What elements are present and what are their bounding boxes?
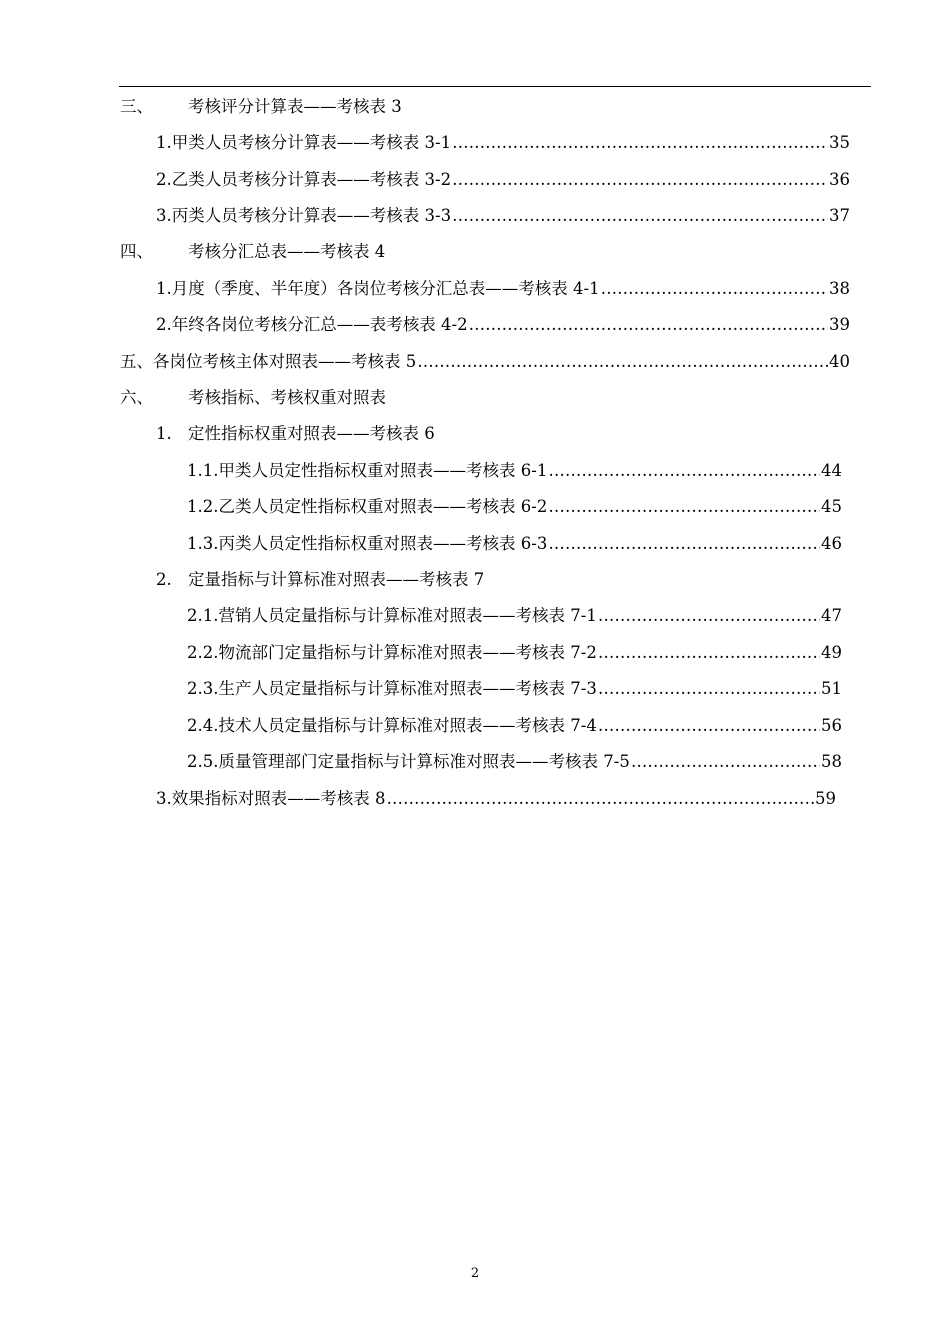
toc-leader-dots [598,714,820,738]
toc-entry-3-2[interactable] [156,168,850,192]
toc-entry-number: 1. [156,133,172,152]
toc-entry-title: 定量指标与计算标准对照表——考核表 7 [188,570,485,589]
toc-entry-6-2-2[interactable] [187,641,842,665]
toc-entry-title: 乙类人员定性指标权重对照表——考核表 6-2 [218,497,548,516]
toc-entry-3-3[interactable] [156,204,850,228]
toc-entry-page: 59 [815,789,836,808]
toc-entry-number: 1. [156,424,172,443]
toc-entry-6-1-3[interactable] [187,532,842,556]
toc-entry-title: 定性指标权重对照表——考核表 6 [188,424,435,443]
toc-entry-page: 58 [821,752,842,771]
toc-entry-page: 38 [829,279,850,298]
toc-entry-number: 六、 [120,388,153,407]
toc-entry-number: 2. [156,170,172,189]
toc-entry-page: 40 [829,352,850,371]
toc-entry-6-2-5[interactable] [187,750,842,774]
toc-entry-title: 月度（季度、半年度）各岗位考核分汇总表——考核表 4-1 [171,279,600,298]
toc-entry-3-1[interactable] [156,131,850,155]
toc-entry-number: 3. [156,206,172,225]
toc-leader-dots [548,532,820,556]
toc-entry-page: 47 [821,606,842,625]
toc-entry-page: 56 [821,716,842,735]
page-number: 2 [470,1266,480,1281]
toc-leader-dots [452,168,828,192]
toc-entry-6-1-2[interactable] [187,495,842,519]
toc-entry-number: 2.5. [187,752,219,771]
toc-leader-dots [598,641,820,665]
toc-entry-number: 2.2. [187,643,219,662]
toc-leader-dots [469,313,828,337]
toc-entry-number: 四、 [120,242,153,261]
toc-leader-dots [598,677,820,701]
toc-entry-title: 生产人员定量指标与计算标准对照表——考核表 7-3 [218,679,597,698]
toc-entry-number: 三、 [120,97,153,116]
toc-leader-dots [548,459,820,483]
toc-entry-6-3[interactable] [156,787,836,811]
toc-entry-number: 2.1. [187,606,219,625]
toc-entry-number: 1.1. [187,461,219,480]
toc-entry-page: 45 [821,497,842,516]
toc-entry-number: 1.3. [187,534,219,553]
toc-entry-number: 1. [156,279,172,298]
toc-entry-section-3[interactable] [120,95,850,119]
toc-entry-page: 49 [821,643,842,662]
toc-entry-title: 营销人员定量指标与计算标准对照表——考核表 7-1 [218,606,597,625]
toc-entry-6-2[interactable] [156,568,850,592]
toc-entry-6-1-1[interactable] [187,459,842,483]
toc-leader-dots [601,277,828,301]
toc-entry-title: 物流部门定量指标与计算标准对照表——考核表 7-2 [218,643,597,662]
toc-entry-number: 1.2. [187,497,219,516]
toc-entry-6-2-4[interactable] [187,714,842,738]
toc-entry-6-2-3[interactable] [187,677,842,701]
toc-entry-page: 46 [821,534,842,553]
toc-entry-page: 37 [829,206,850,225]
toc-entry-page: 51 [821,679,842,698]
toc-entry-number: 五、 [120,352,153,371]
toc-leader-dots [631,750,820,774]
header-rule [119,86,871,87]
toc-entry-title: 各岗位考核主体对照表——考核表 5 [153,352,417,371]
toc-entry-title: 效果指标对照表——考核表 8 [171,789,386,808]
toc-entry-title: 考核分汇总表——考核表 4 [188,242,386,261]
toc-entry-number: 2. [156,315,172,334]
toc-entry-page: 35 [829,133,850,152]
toc-entry-number: 3. [156,789,172,808]
toc-entry-title: 考核指标、考核权重对照表 [188,388,386,407]
toc-leader-dots [387,787,815,811]
toc-entry-section-4[interactable] [120,240,850,264]
toc-entry-title: 考核评分计算表——考核表 3 [188,97,402,116]
toc-entry-page: 36 [829,170,850,189]
toc-entry-title: 技术人员定量指标与计算标准对照表——考核表 7-4 [218,716,597,735]
toc-entry-title: 丙类人员考核分计算表——考核表 3-3 [171,206,452,225]
toc-entry-number: 2.3. [187,679,219,698]
toc-entry-6-2-1[interactable] [187,604,842,628]
toc-entry-4-2[interactable] [156,313,850,337]
toc-entry-title: 丙类人员定性指标权重对照表——考核表 6-3 [218,534,548,553]
toc-leader-dots [452,131,828,155]
toc-entry-page: 44 [821,461,842,480]
toc-entry-title: 年终各岗位考核分汇总——表考核表 4-2 [171,315,468,334]
toc-entry-title: 乙类人员考核分计算表——考核表 3-2 [171,170,452,189]
toc-entry-title: 甲类人员定性指标权重对照表——考核表 6-1 [218,461,548,480]
toc-entry-number: 2. [156,570,172,589]
toc-leader-dots [417,350,828,374]
toc-leader-dots [598,604,820,628]
toc-entry-section-5[interactable] [120,350,850,374]
toc-entry-title: 质量管理部门定量指标与计算标准对照表——考核表 7-5 [218,752,630,771]
toc-entry-number: 2.4. [187,716,219,735]
toc-entry-6-1[interactable] [156,422,850,446]
toc-entry-page: 39 [829,315,850,334]
toc-entry-title: 甲类人员考核分计算表——考核表 3-1 [171,133,452,152]
toc-leader-dots [452,204,828,228]
toc-entry-section-6[interactable] [120,386,850,410]
toc-entry-4-1[interactable] [156,277,850,301]
toc-leader-dots [548,495,820,519]
